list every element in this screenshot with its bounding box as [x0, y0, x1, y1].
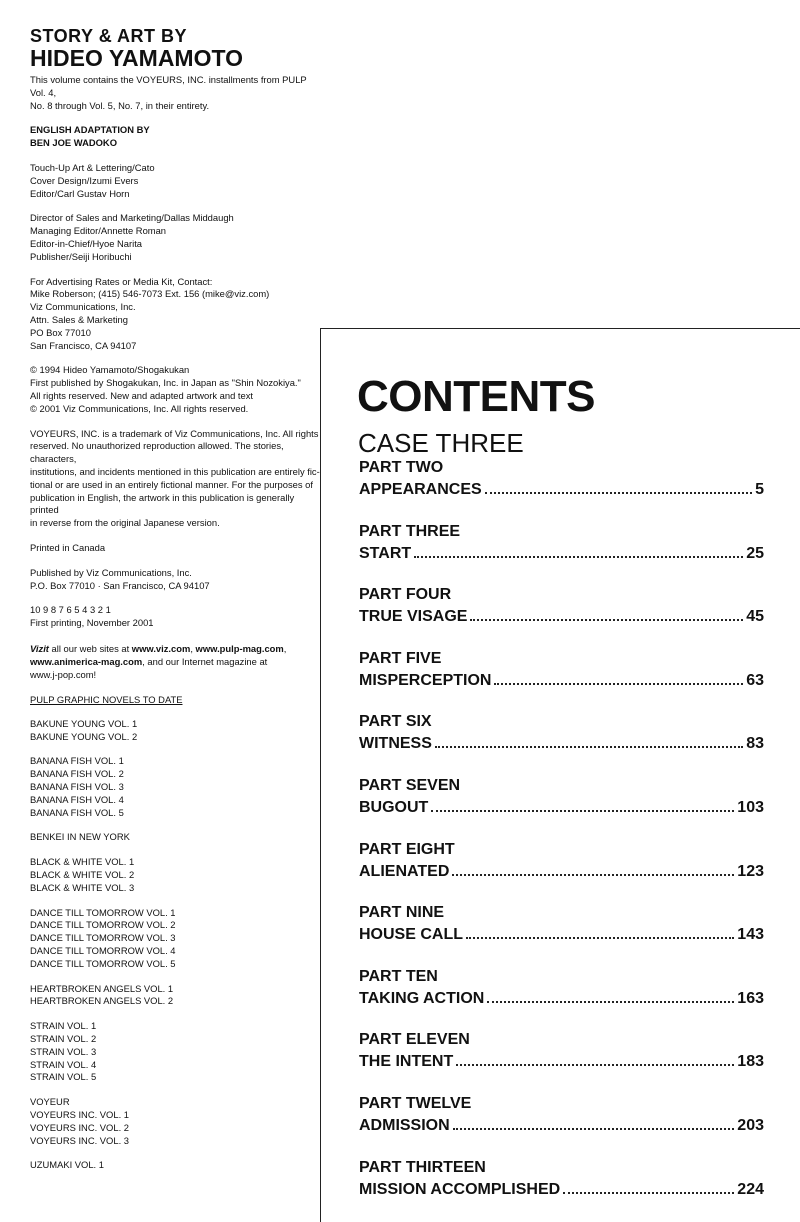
toc-entry: [359, 1093, 764, 1157]
novel-title: BENKEI IN NEW YORK: [30, 831, 130, 843]
toc-part-label: PART SEVEN: [359, 776, 461, 794]
adaptation-name: BEN JOE WADOKO: [30, 137, 117, 149]
novel-title: HEARTBROKEN ANGELS VOL. 2: [30, 995, 174, 1007]
table-of-contents: [359, 457, 764, 1220]
toc-line: [359, 606, 764, 628]
novel-title: VOYEURS INC. VOL. 3: [30, 1134, 129, 1146]
novel-group: [30, 1159, 320, 1172]
toc-line: [359, 1179, 764, 1201]
toc-chapter-title: ADMISSION: [359, 1116, 450, 1134]
adaptation-heading: ENGLISH ADAPTATION BY: [30, 124, 150, 136]
novels-list: [30, 718, 320, 1172]
toc-page-number: 5: [755, 481, 764, 498]
toc-line: [359, 988, 764, 1010]
toc-part-label: PART TEN: [359, 967, 438, 985]
novel-title: BANANA FISH VOL. 2: [30, 768, 124, 780]
link-animerica-mag: www.animerica-mag.com: [30, 655, 143, 667]
novel-title: BAKUNE YOUNG VOL. 1: [30, 717, 138, 729]
toc-chapter-title: MISSION ACCOMPLISHED: [359, 1180, 561, 1198]
novel-group: [30, 831, 320, 844]
toc-dot-leader: [563, 1192, 734, 1194]
novel-title: BLACK & WHITE VOL. 3: [30, 881, 135, 893]
toc-dot-leader: [494, 683, 743, 685]
toc-dot-leader: [431, 810, 734, 812]
advertising-contact: For Advertising Rates or Media Kit, Contact: Mike Roberson; (415) 546-7073 Ext. 156 (mike@viz.com) Viz Communications, Inc. Attn. Sales & Marketing PO Box 77010 San Francisco, CA 94107: [30, 275, 270, 351]
toc-page-number: 123: [737, 862, 764, 880]
novel-title: BANANA FISH VOL. 3: [30, 781, 124, 793]
novel-title: BANANA FISH VOL. 5: [30, 806, 124, 818]
toc-chapter-title: START: [359, 544, 412, 562]
toc-page-number: 83: [746, 735, 764, 753]
toc-entry: [359, 521, 764, 585]
novels-heading: PULP GRAPHIC NOVELS TO DATE: [30, 693, 183, 705]
toc-dot-leader: [435, 746, 743, 748]
story-art-by: STORY & ART BY: [30, 26, 188, 46]
toc-part-label: PART ELEVEN: [359, 1031, 470, 1049]
toc-dot-leader: [414, 556, 743, 558]
novel-group: [30, 1020, 320, 1084]
novel-title: BANANA FISH VOL. 1: [30, 755, 124, 767]
toc-dot-leader: [452, 874, 734, 876]
novel-title: BAKUNE YOUNG VOL. 2: [30, 730, 138, 742]
toc-part-label: PART EIGHT: [359, 840, 455, 858]
toc-entry: [359, 902, 764, 966]
novel-title: UZUMAKI VOL. 1: [30, 1159, 104, 1171]
toc-part-label: PART FOUR: [359, 586, 452, 604]
novel-title: DANCE TILL TOMORROW VOL. 4: [30, 945, 176, 957]
toc-line: [359, 733, 764, 755]
toc-entry: [359, 1029, 764, 1093]
toc-part-label: PART THIRTEEN: [359, 1158, 486, 1176]
toc-part-label: PART SIX: [359, 713, 432, 731]
novel-title: BLACK & WHITE VOL. 2: [30, 869, 135, 881]
toc-chapter-title: ALIENATED: [359, 862, 450, 880]
toc-dot-leader: [453, 1128, 735, 1130]
toc-entry: [359, 775, 764, 839]
toc-chapter-title: BUGOUT: [359, 798, 429, 816]
novel-title: DANCE TILL TOMORROW VOL. 2: [30, 919, 176, 931]
link-j-pop: www.j-pop.com!: [30, 668, 97, 680]
toc-line: [359, 861, 764, 883]
novel-title: STRAIN VOL. 4: [30, 1058, 97, 1070]
toc-page-number: 203: [737, 1116, 764, 1134]
novel-title: BLACK & WHITE VOL. 1: [30, 856, 135, 868]
novel-title: DANCE TILL TOMORROW VOL. 5: [30, 957, 176, 969]
novel-title: HEARTBROKEN ANGELS VOL. 1: [30, 982, 174, 994]
toc-part-label: PART NINE: [359, 904, 445, 922]
website-notice: Vizit all our web sites at www.viz.com, www.pulp-mag.com, www.animerica-mag.com, and our Internet magazine at www.j-pop.com!: [30, 642, 320, 681]
toc-page-number: 63: [746, 671, 764, 689]
toc-chapter-title: WITNESS: [359, 735, 432, 753]
volume-note: This volume contains the VOYEURS, INC. installments from PULP Vol. 4, No. 8 through Vol. 5, No. 7, in their entirety.: [30, 74, 307, 111]
adaptation-credit: [30, 124, 320, 150]
printed-in: Printed in Canada: [30, 541, 106, 553]
novel-group: [30, 755, 320, 819]
toc-chapter-title: THE INTENT: [359, 1053, 454, 1071]
toc-line: [359, 1051, 764, 1073]
toc-chapter-title: TRUE VISAGE: [359, 608, 468, 626]
contents-title: CONTENTS: [357, 372, 595, 421]
toc-entry: [359, 648, 764, 712]
novel-title: STRAIN VOL. 5: [30, 1071, 97, 1083]
toc-page-number: 25: [746, 544, 764, 562]
toc-entry: [359, 1157, 764, 1221]
toc-dot-leader: [456, 1064, 734, 1066]
toc-page-number: 45: [746, 608, 764, 626]
contents-panel: [320, 328, 800, 1222]
toc-dot-leader: [466, 937, 734, 939]
novel-title: DANCE TILL TOMORROW VOL. 1: [30, 906, 176, 918]
link-viz: www.viz.com: [131, 642, 191, 654]
novel-title: VOYEUR: [30, 1096, 70, 1108]
toc-chapter-title: MISPERCEPTION: [359, 671, 492, 689]
novel-group: [30, 907, 320, 971]
toc-part-label: PART TWO: [359, 459, 444, 476]
toc-entry: [359, 711, 764, 775]
copyright-notice: © 1994 Hideo Yamamoto/Shogakukan First published by Shogakukan, Inc. in Japan as "Shin Nozokiya." All rights reserved. New and adapted artwork and text © 2001 Viz Communications, Inc. All rights reserved.: [30, 364, 301, 414]
toc-chapter-title: APPEARANCES: [359, 481, 482, 498]
staff-credits-2: Director of Sales and Marketing/Dallas Middaugh Managing Editor/Annette Roman Editor-in-Chief/Hyoe Narita Publisher/Seiji Horibuchi: [30, 212, 234, 262]
toc-line: [359, 543, 764, 565]
publisher-address: Published by Viz Communications, Inc. P.O. Box 77010 · San Francisco, CA 94107: [30, 566, 210, 591]
toc-page-number: 224: [737, 1180, 764, 1198]
toc-entry: [359, 966, 764, 1030]
toc-line: [359, 670, 764, 692]
trademark-notice: VOYEURS, INC. is a trademark of Viz Communications, Inc. All rights reserved. No unauthorized reproduction allowed. The stories, characters, institutions, and incidents mentioned in this publication are entirely fic- tional or are used in an entirely fictional manner. For the purposes of publication in English, the artwork in this publication is generally printed in reverse from the original Japanese version.: [30, 427, 320, 529]
novel-title: STRAIN VOL. 1: [30, 1020, 97, 1032]
novel-title: BANANA FISH VOL. 4: [30, 793, 124, 805]
novel-title: DANCE TILL TOMORROW VOL. 3: [30, 932, 176, 944]
toc-part-label: PART THREE: [359, 522, 461, 540]
credits-column: [30, 26, 320, 1184]
staff-credits-1: Touch-Up Art & Lettering/Cato Cover Design/Izumi Evers Editor/Carl Gustav Horn: [30, 161, 155, 199]
toc-chapter-title: TAKING ACTION: [359, 989, 485, 1007]
link-pulp-mag: www.pulp-mag.com: [195, 642, 284, 654]
toc-line: [359, 924, 764, 946]
toc-page-number: 103: [737, 798, 764, 816]
toc-entry: [359, 584, 764, 648]
case-title: CASE THREE: [358, 428, 524, 458]
author-name: HIDEO YAMAMOTO: [30, 45, 243, 71]
toc-part-label: PART TWELVE: [359, 1094, 472, 1112]
novel-title: STRAIN VOL. 3: [30, 1045, 97, 1057]
toc-page-number: 163: [737, 989, 764, 1007]
toc-page-number: 183: [737, 1053, 764, 1071]
novel-group: [30, 856, 320, 894]
toc-part-label: PART FIVE: [359, 649, 442, 667]
toc-chapter-title: HOUSE CALL: [359, 926, 463, 944]
novel-group: [30, 1096, 320, 1147]
toc-dot-leader: [485, 492, 752, 494]
toc-entry: [359, 839, 764, 903]
novel-group: [30, 718, 320, 744]
novel-title: VOYEURS INC. VOL. 1: [30, 1109, 129, 1121]
novel-group: [30, 983, 320, 1009]
toc-entry: [359, 457, 764, 521]
novel-title: STRAIN VOL. 2: [30, 1033, 97, 1045]
toc-dot-leader: [470, 619, 743, 621]
toc-line: [359, 479, 764, 501]
novel-title: VOYEURS INC. VOL. 2: [30, 1121, 129, 1133]
toc-line: [359, 1115, 764, 1137]
printing-info: 10 9 8 7 6 5 4 3 2 1 First printing, November 2001: [30, 604, 154, 629]
toc-line: [359, 797, 764, 819]
toc-page-number: 143: [737, 926, 764, 944]
toc-dot-leader: [487, 1001, 734, 1003]
